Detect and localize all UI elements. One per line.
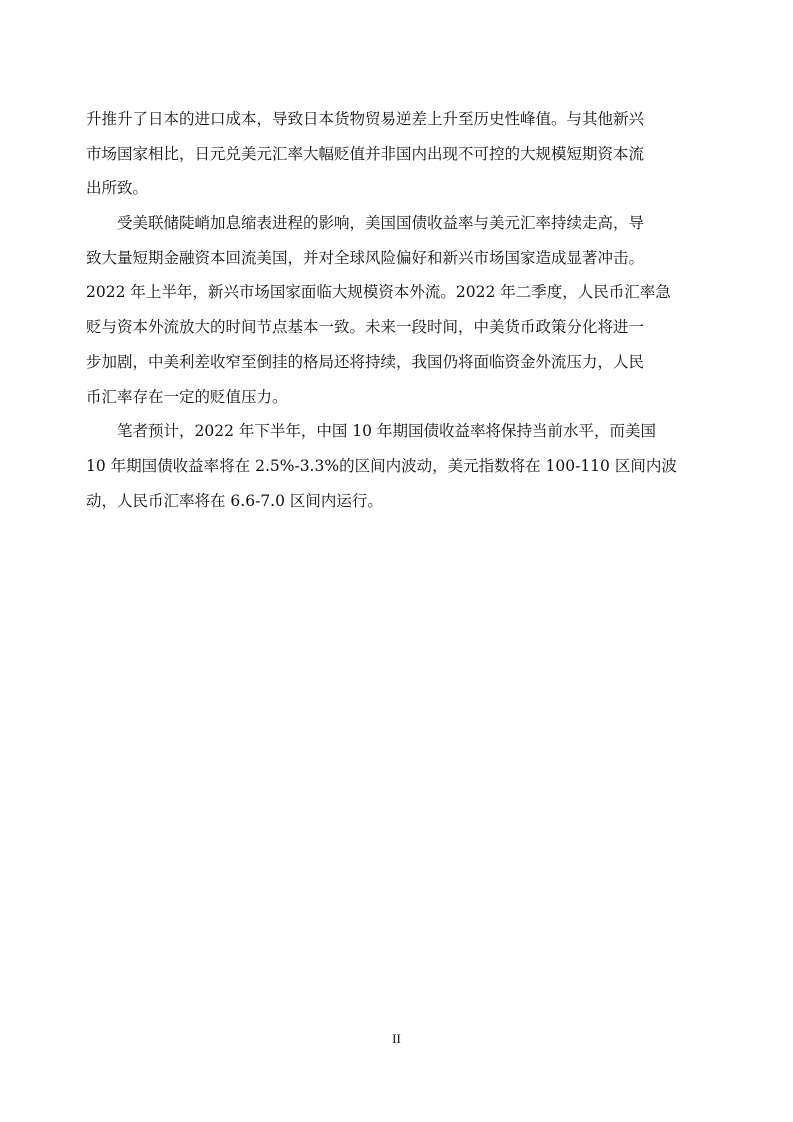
paragraph-2-line-3: 2022 年上半年，新兴市场国家面临大规模资本外流。2022 年二季度，人民币汇率急 [86, 283, 671, 302]
paragraph-2-line-5: 步加剧，中美利差收窄至倒挂的格局还将持续，我国仍将面临资金外流压力，人民 [86, 352, 645, 371]
paragraph-1-line-1: 升推升了日本的进口成本，导致日本货物贸易逆差上升至历史性峰值。与其他新兴 [86, 110, 645, 128]
paragraph-3-line-1: 笔者预计，2022 年下半年，中国 10 年期国债收益率将保持当前水平，而美国 [117, 422, 656, 441]
paragraph-1-line-2: 市场国家相比，日元兑美元汇率大幅贬值并非国内出现不可控的大规模短期资本流 [86, 144, 645, 163]
paragraph-1-line-3: 出所致。 [86, 179, 149, 198]
paragraph-3-line-3: 动，人民币汇率将在 6.6-7.0 区间内运行。 [86, 491, 383, 510]
paragraph-2-line-6: 币汇率存在一定的贬值压力。 [86, 387, 288, 406]
paragraph-3-line-2: 10 年期国债收益率将在 2.5%-3.3%的区间内波动，美元指数将在 100-110 区间内波 [86, 456, 677, 475]
paragraph-2-line-2: 致大量短期金融资本回流美国，并对全球风险偏好和新兴市场国家造成显著冲击。 [86, 248, 645, 267]
page-number: II [392, 1031, 401, 1046]
paragraph-2-line-4: 贬与资本外流放大的时间节点基本一致。未来一段时间，中美货币政策分化将进一 [86, 318, 645, 337]
body-text [86, 102, 710, 518]
paragraph-2-line-1: 受美联储陡峭加息缩表进程的影响，美国国债收益率与美元汇率持续走高，导 [117, 214, 645, 233]
